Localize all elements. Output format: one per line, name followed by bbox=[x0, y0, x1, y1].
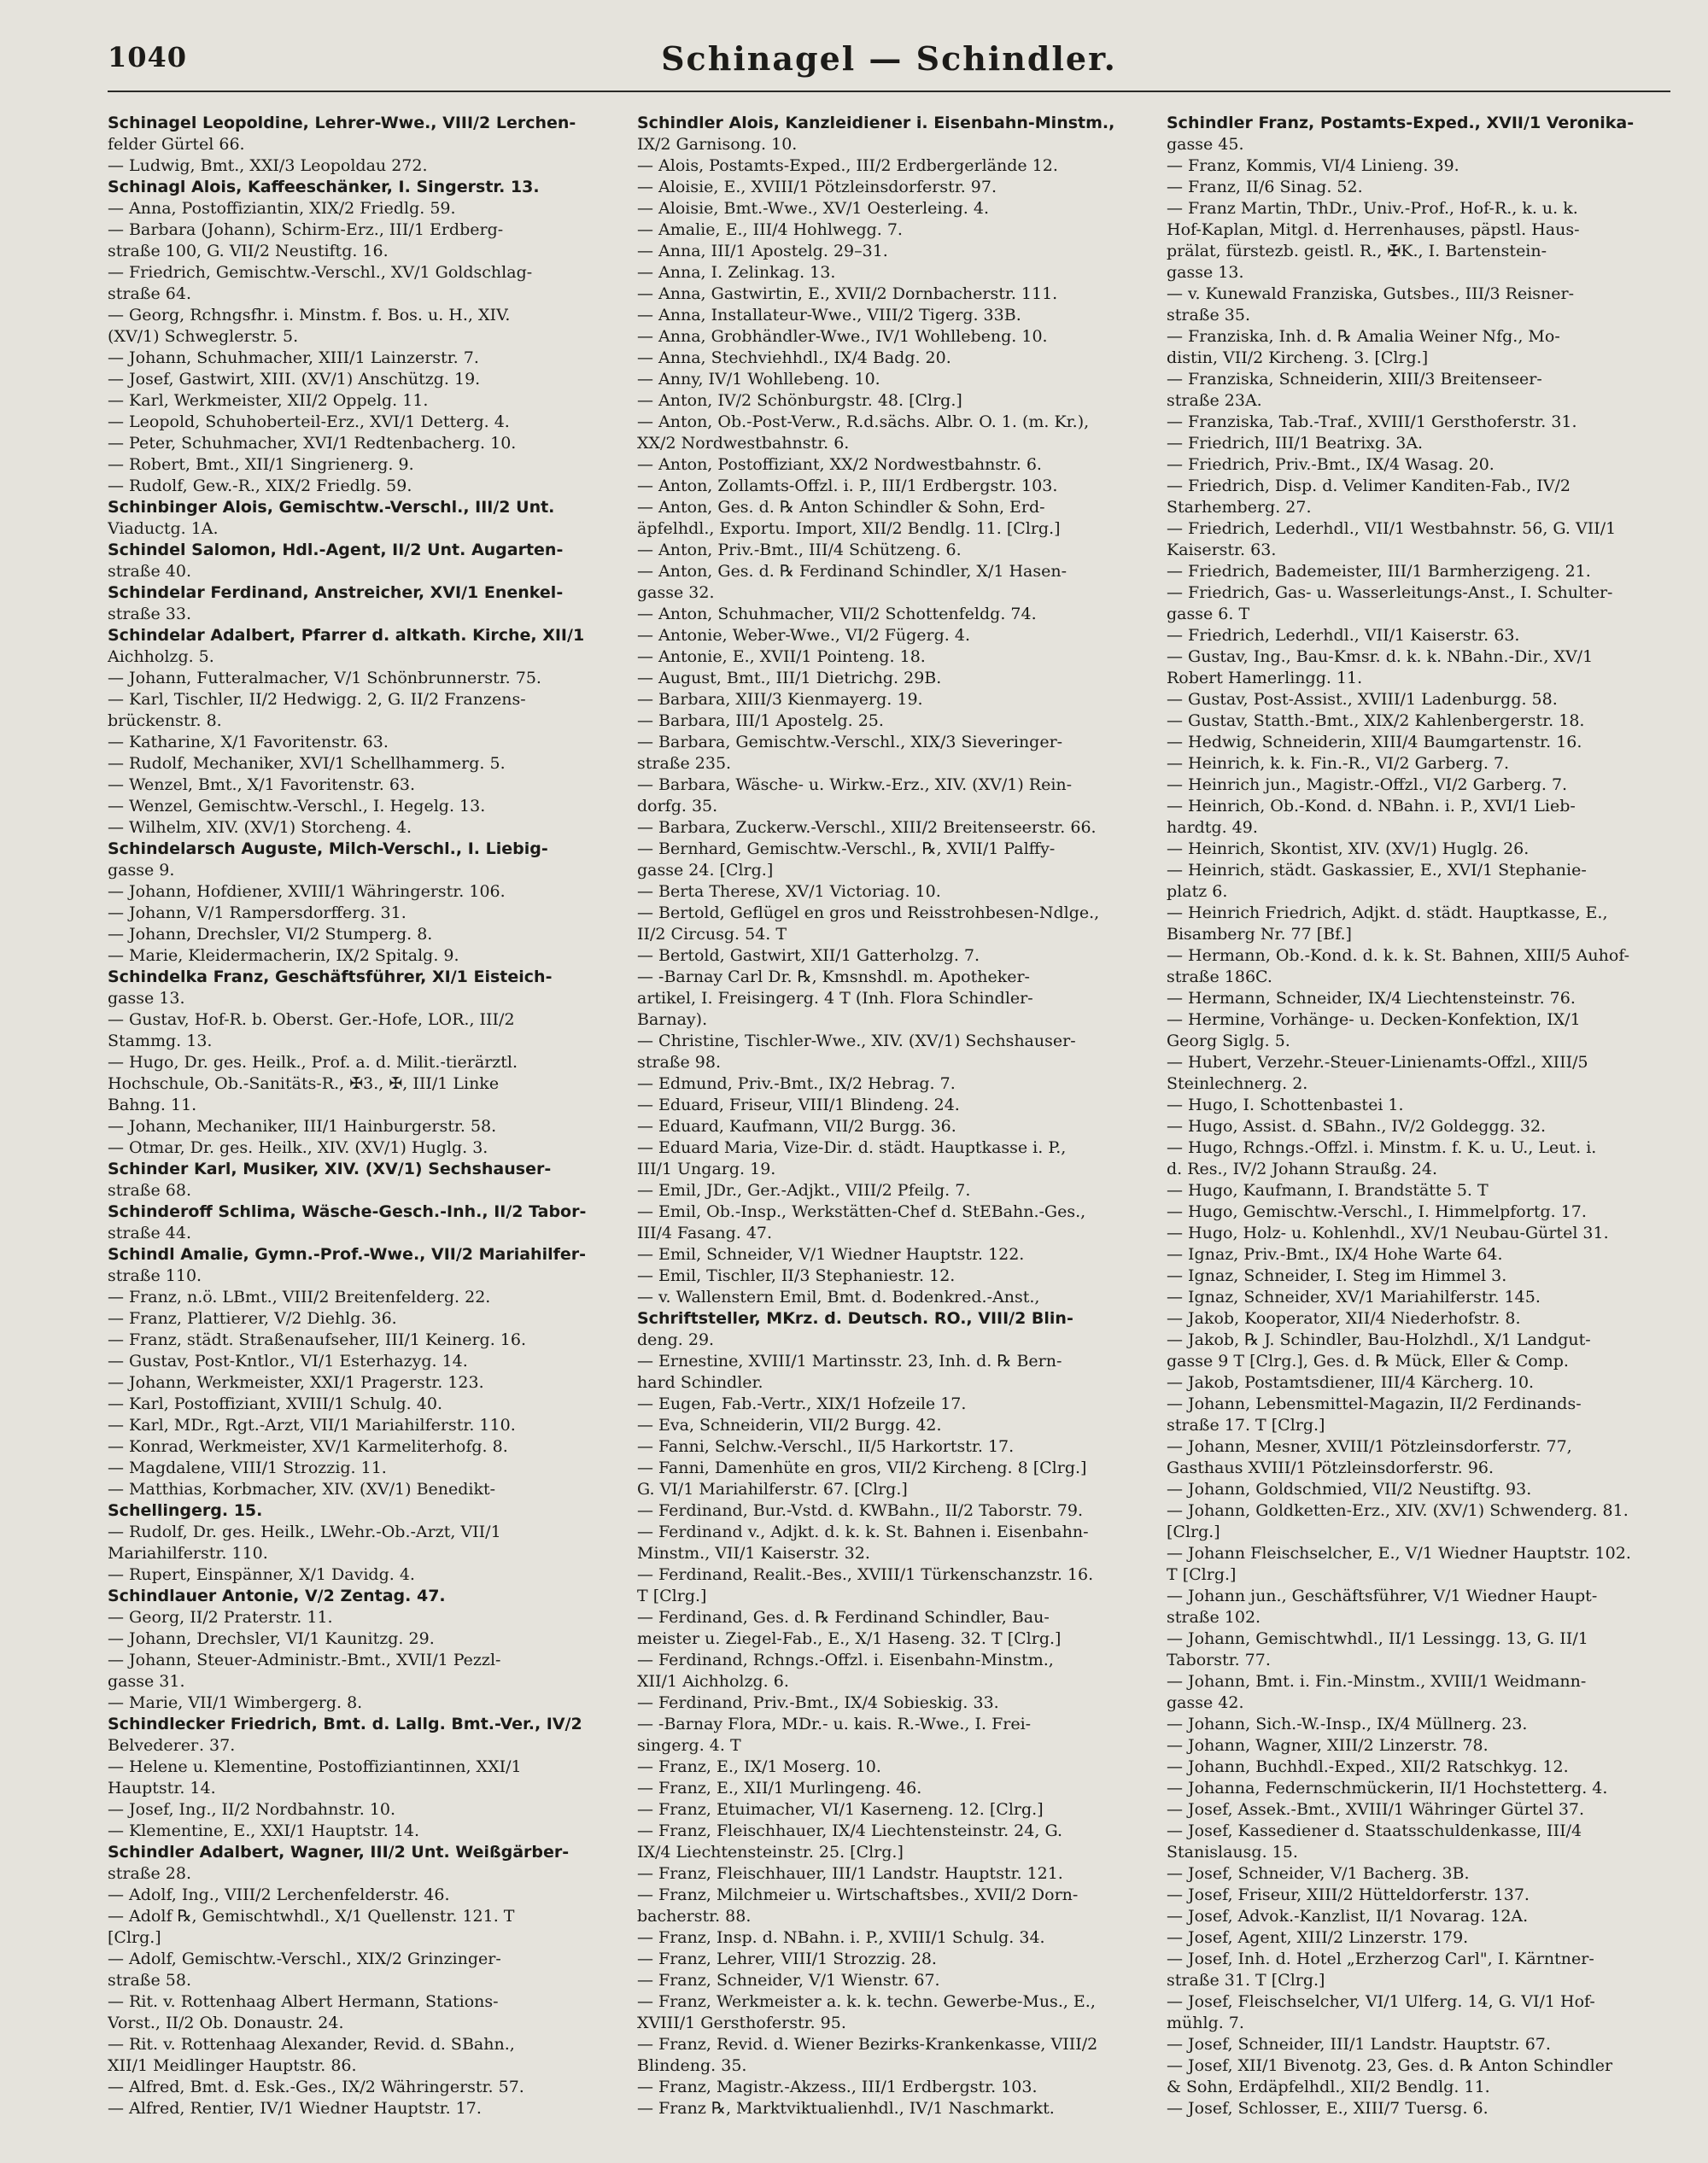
directory-entry-line: Schinder Karl, Musiker, XIV. (XV/1) Sechshauser- bbox=[108, 1160, 552, 1178]
directory-entry-line: — Franz, E., XII/1 Murlingeng. 46. bbox=[637, 1779, 922, 1798]
directory-entry-line: — Rit. v. Rottenhaag Albert Hermann, Stations- bbox=[108, 1992, 499, 2011]
directory-entry-line: — Josef, Agent, XIII/2 Linzerstr. 179. bbox=[1167, 1928, 1469, 1947]
directory-entry-line: — Franz, E., IX/1 Moserg. 10. bbox=[637, 1757, 881, 1776]
directory-entry-line: — Josef, Schneider, V/1 Bacherg. 3B. bbox=[1167, 1864, 1470, 1883]
directory-entry-line: [Clrg.] bbox=[1167, 1523, 1220, 1541]
directory-entry-line: — Franz, Schneider, V/1 Wienstr. 67. bbox=[637, 1971, 940, 1990]
directory-entry-line: straße 28. bbox=[108, 1864, 191, 1883]
directory-entry-line: Georg Siglg. 5. bbox=[1167, 1032, 1290, 1050]
directory-entry-line: — Christine, Tischler-Wwe., XIV. (XV/1) Sechshauser- bbox=[637, 1032, 1076, 1050]
directory-entry-line: gasse 45. bbox=[1167, 135, 1244, 154]
directory-entry-line: singerg. 4. T bbox=[637, 1736, 741, 1755]
directory-entry-line: mühlg. 7. bbox=[1167, 2014, 1244, 2032]
directory-entry-line: — Aloisie, Bmt.-Wwe., XV/1 Oesterleing. 4. bbox=[637, 199, 990, 218]
directory-entry-line: felder Gürtel 66. bbox=[108, 135, 245, 154]
directory-entry-line: — Adolf ℞, Gemischtwhdl., X/1 Quellenstr. 121. T bbox=[108, 1907, 515, 1926]
directory-entry-line: — Johann jun., Geschäftsführer, V/1 Wiedner Haupt- bbox=[1167, 1587, 1598, 1605]
directory-entry-line: — Barbara, III/1 Apostelg. 25. bbox=[637, 711, 884, 730]
directory-entry-line: — Anna, Installateur-Wwe., VIII/2 Tigerg. 33B. bbox=[637, 306, 1021, 324]
directory-entry-line: XII/1 Aichholzg. 6. bbox=[637, 1672, 789, 1691]
directory-entry-line: — Anton, Ges. d. ℞ Ferdinand Schindler, X/1 Hasen- bbox=[637, 562, 1068, 581]
directory-entry-line: — Anna, Grobhändler-Wwe., IV/1 Wohllebeng. 10. bbox=[637, 327, 1048, 346]
page-number: 1040 bbox=[108, 41, 188, 73]
directory-entry-line: — Wenzel, Gemischtw.-Verschl., I. Hegelg. 13. bbox=[108, 797, 486, 816]
directory-entry-line: — Jakob, Postamtsdiener, III/4 Kärcherg. 10. bbox=[1167, 1373, 1535, 1392]
directory-entry-line: — Anton, Priv.-Bmt., III/4 Schützeng. 6. bbox=[637, 541, 962, 559]
directory-entry-line: — Franz, Milchmeier u. Wirtschaftsbes., XVII/2 Dorn- bbox=[637, 1885, 1079, 1904]
directory-entry-line: meister u. Ziegel-Fab., E., X/1 Haseng. 32. T [Clrg.] bbox=[637, 1629, 1062, 1648]
directory-entry-line: — Franz, Fleischhauer, IX/4 Liechtensteinstr. 24, G. bbox=[637, 1821, 1062, 1840]
directory-entry-line: — Anna, Gastwirtin, E., XVII/2 Dornbacherstr. 111. bbox=[637, 284, 1058, 303]
directory-entry-line: straße 102. bbox=[1167, 1608, 1261, 1627]
directory-entry-line: — Heinrich jun., Magistr.-Offzl., VI/2 Garberg. 7. bbox=[1167, 775, 1568, 794]
directory-entry-line: d. Res., IV/2 Johann Straußg. 24. bbox=[1167, 1160, 1437, 1178]
directory-entry-line: äpfelhdl., Exportu. Import, XII/2 Bendlg. 11. [Clrg.] bbox=[637, 519, 1061, 538]
directory-entry-line: — Franziska, Inh. d. ℞ Amalia Weiner Nfg., Mo- bbox=[1167, 327, 1560, 346]
directory-entry-line: Schellingerg. 15. bbox=[108, 1501, 263, 1520]
directory-entry-line: — Ferdinand, Bur.-Vstd. d. KWBahn., II/2 Taborstr. 79. bbox=[637, 1501, 1084, 1520]
directory-entry-line: Schinagl Alois, Kaffeeschänker, I. Singerstr. 13. bbox=[108, 178, 540, 196]
directory-entry-line: — Helene u. Klementine, Postoffiziantinnen, XXI/1 bbox=[108, 1757, 522, 1776]
directory-entry-line: hardtg. 49. bbox=[1167, 818, 1258, 837]
directory-entry-line: — Magdalene, VIII/1 Strozzig. 11. bbox=[108, 1459, 387, 1477]
directory-entry-line: gasse 13. bbox=[108, 989, 185, 1008]
directory-entry-line: T [Clrg.] bbox=[637, 1587, 707, 1605]
directory-entry-line: gasse 24. [Clrg.] bbox=[637, 861, 774, 880]
directory-entry-line: II/2 Circusg. 54. T bbox=[637, 925, 787, 944]
directory-entry-line: — Gustav, Hof-R. b. Oberst. Ger.-Hofe, LOR., III/2 bbox=[108, 1010, 515, 1029]
directory-entry-line: — Anton, IV/2 Schönburgstr. 48. [Clrg.] bbox=[637, 391, 962, 410]
directory-entry-line: — Anna, III/1 Apostelg. 29–31. bbox=[637, 242, 888, 260]
entry-columns bbox=[108, 113, 1670, 2119]
directory-entry-line: — Antonie, E., XVII/1 Pointeng. 18. bbox=[637, 647, 926, 666]
directory-entry-line: — Aloisie, E., XVIII/1 Pötzleinsdorferstr. 97. bbox=[637, 178, 997, 196]
directory-entry-line: — Friedrich, Gas- u. Wasserleitungs-Anst., I. Schulter- bbox=[1167, 583, 1613, 602]
directory-entry-line: — Anton, Ges. d. ℞ Anton Schindler & Sohn, Erd- bbox=[637, 498, 1045, 517]
directory-entry-line: — Rudolf, Gew.-R., XIX/2 Friedlg. 59. bbox=[108, 476, 412, 495]
directory-entry-line: — Anna, Postoffiziantin, XIX/2 Friedlg. 59. bbox=[108, 199, 456, 218]
directory-entry-line: — Barbara, Zuckerw.-Verschl., XIII/2 Breitenseerstr. 66. bbox=[637, 818, 1097, 837]
directory-entry-line: — Anna, Stechviehhdl., IX/4 Badg. 20. bbox=[637, 348, 951, 367]
directory-entry-line: — Wenzel, Bmt., X/1 Favoritenstr. 63. bbox=[108, 775, 416, 794]
directory-entry-line: — Franz, II/6 Sinag. 52. bbox=[1167, 178, 1363, 196]
directory-entry-line: — Hugo, Holz- u. Kohlenhdl., XV/1 Neubau-Gürtel 31. bbox=[1167, 1224, 1609, 1242]
directory-entry-line: Bahng. 11. bbox=[108, 1096, 197, 1114]
directory-entry-line: — Jakob, ℞ J. Schindler, Bau-Holzhdl., X/1 Landgut- bbox=[1167, 1330, 1591, 1349]
directory-entry-line: deng. 29. bbox=[637, 1330, 715, 1349]
directory-entry-line: III/1 Ungarg. 19. bbox=[637, 1160, 776, 1178]
directory-entry-line: — Hugo, Assist. d. SBahn., IV/2 Goldeggg. 32. bbox=[1167, 1117, 1547, 1136]
directory-entry-line: — Josef, Schneider, III/1 Landstr. Hauptstr. 67. bbox=[1167, 2035, 1551, 2054]
directory-entry-line: — Klementine, E., XXI/1 Hauptstr. 14. bbox=[108, 1821, 420, 1840]
directory-entry-line: — Heinrich Friedrich, Adjkt. d. städt. Hauptkasse, E., bbox=[1167, 903, 1608, 922]
directory-entry-line: straße 31. T [Clrg.] bbox=[1167, 1971, 1325, 1990]
directory-entry-line: — Bertold, Gastwirt, XII/1 Gatterholzg. 7. bbox=[637, 946, 980, 965]
directory-entry-line: gasse 13. bbox=[1167, 263, 1244, 282]
directory-entry-line: — Johann, Futteralmacher, V/1 Schönbrunnerstr. 75. bbox=[108, 669, 541, 687]
directory-entry-line: — Rudolf, Mechaniker, XVI/1 Schellhammerg. 5. bbox=[108, 754, 506, 773]
directory-entry-line: III/4 Fasang. 47. bbox=[637, 1224, 773, 1242]
directory-entry-line: Robert Hamerlingg. 11. bbox=[1167, 669, 1363, 687]
directory-entry-line: — Franz, Plattierer, V/2 Diehlg. 36. bbox=[108, 1309, 397, 1328]
directory-entry-line: brückenstr. 8. bbox=[108, 711, 222, 730]
directory-entry-line: — Ludwig, Bmt., XXI/3 Leopoldau 272. bbox=[108, 156, 428, 175]
directory-entry-line: — Franz, Revid. d. Wiener Bezirks-Krankenkasse, VIII/2 bbox=[637, 2035, 1098, 2054]
directory-entry-line: — Johann, Wagner, XIII/2 Linzerstr. 78. bbox=[1167, 1736, 1489, 1755]
directory-entry-line: — Karl, MDr., Rgt.-Arzt, VII/1 Mariahilferstr. 110. bbox=[108, 1416, 516, 1435]
directory-entry-line: Schindelka Franz, Geschäftsführer, XI/1 Eisteich- bbox=[108, 968, 553, 986]
directory-entry-line: Schindelar Ferdinand, Anstreicher, XVI/1 Enenkel- bbox=[108, 583, 564, 602]
directory-entry-line: — Hubert, Verzehr.-Steuer-Linienamts-Offzl., XIII/5 bbox=[1167, 1053, 1588, 1072]
directory-entry-line: Belvederег. 37. bbox=[108, 1736, 236, 1755]
directory-entry-line: — Ernestine, XVIII/1 Martinsstr. 23, Inh. d. ℞ Bern- bbox=[637, 1352, 1062, 1371]
directory-entry-line: Schinagel Leopoldine, Lehrer-Wwe., VIII/2 Lerchen- bbox=[108, 114, 576, 132]
directory-entry-line: — Gustav, Post-Assist., XVIII/1 Ladenburgg. 58. bbox=[1167, 690, 1558, 709]
directory-entry-line: — Anton, Postoffiziant, XX/2 Nordwestbahnstr. 6. bbox=[637, 455, 1042, 474]
directory-entry-line: — Barbara, Gemischtw.-Verschl., XIX/3 Sieveringer- bbox=[637, 733, 1063, 751]
directory-entry-line: Schindel Salomon, Hdl.-Agent, II/2 Unt. Augarten- bbox=[108, 541, 564, 559]
directory-entry-line: — Karl, Werkmeister, XII/2 Oppelg. 11. bbox=[108, 391, 429, 410]
directory-entry-line: — Karl, Postoffiziant, XVIII/1 Schulg. 40. bbox=[108, 1394, 442, 1413]
directory-entry-line: — Barbara, Wäsche- u. Wirkw.-Erz., XIV. (XV/1) Rein- bbox=[637, 775, 1073, 794]
directory-entry-line: — Amalie, E., III/4 Hohlwegg. 7. bbox=[637, 220, 903, 239]
directory-entry-line: Schindlauer Antonie, V/2 Zentag. 47. bbox=[108, 1587, 446, 1605]
column-left bbox=[108, 113, 611, 2119]
directory-entry-line: — Ferdinand, Realit.-Bes., XVIII/1 Türkenschanzstr. 16. bbox=[637, 1565, 1094, 1584]
directory-entry-line: — Adolf, Gemischtw.-Verschl., XIX/2 Grinzinger- bbox=[108, 1950, 501, 1968]
directory-entry-line: — Ignaz, Schneider, I. Steg im Himmel 3. bbox=[1167, 1266, 1507, 1285]
directory-entry-line: — Johann, Bmt. i. Fin.-Minstm., XVIII/1 Weidmann- bbox=[1167, 1672, 1587, 1691]
directory-entry-line: dorfg. 35. bbox=[637, 797, 718, 816]
directory-entry-line: — Johann, Steuer-Administr.-Bmt., XVII/1 Pezzl- bbox=[108, 1651, 501, 1669]
directory-entry-line: — Josef, XII/1 Bivenotg. 23, Ges. d. ℞ Anton Schindler bbox=[1167, 2056, 1613, 2075]
directory-entry-line: Schindelarsch Auguste, Milch-Verschl., I. Liebig- bbox=[108, 839, 548, 858]
directory-entry-line: straße 186C. bbox=[1167, 968, 1272, 986]
directory-entry-line: — Franz, Magistr.-Akzess., III/1 Erdbergstr. 103. bbox=[637, 2078, 1038, 2096]
directory-entry-line: — Hugo, Gemischtw.-Verschl., I. Himmelpfortg. 17. bbox=[1167, 1202, 1587, 1221]
directory-entry-line: — Leopold, Schuhoberteil-Erz., XVI/1 Detterg. 4. bbox=[108, 412, 510, 431]
directory-entry-line: — v. Wallenstern Emil, Bmt. d. Bodenkred.-Anst., bbox=[637, 1288, 1040, 1307]
directory-entry-line: — Franziska, Tab.-Traf., XVIII/1 Gersthoferstr. 31. bbox=[1167, 412, 1577, 431]
directory-entry-line: — Anton, Zollamts-Offzl. i. P., III/1 Erdbergstr. 103. bbox=[637, 476, 1058, 495]
directory-entry-line: — Hugo, Kaufmann, I. Brandstätte 5. T bbox=[1167, 1181, 1489, 1200]
directory-entry-line: — Johann, Mechaniker, III/1 Hainburgerstr. 58. bbox=[108, 1117, 497, 1136]
directory-entry-line: — Heinrich, Ob.-Kond. d. NBahn. i. P., XVI/1 Lieb- bbox=[1167, 797, 1576, 816]
directory-entry-line: — Antonie, Weber-Wwe., VI/2 Fügerg. 4. bbox=[637, 626, 970, 645]
directory-entry-line: — Josef, Gastwirt, XIII. (XV/1) Anschützg. 19. bbox=[108, 370, 481, 389]
directory-entry-line: (XV/1) Schweglerstr. 5. bbox=[108, 327, 299, 346]
directory-entry-line: Blindeng. 35. bbox=[637, 2056, 747, 2075]
directory-entry-line: — Marie, Kleidermacherin, IX/2 Spitalg. 9. bbox=[108, 946, 459, 965]
directory-entry-line: Kaiserstr. 63. bbox=[1167, 541, 1277, 559]
directory-entry-line: — Franz Martin, ThDr., Univ.-Prof., Hof-R., k. u. k. bbox=[1167, 199, 1578, 218]
directory-entry-line: straße 100, G. VII/2 Neustiftg. 16. bbox=[108, 242, 389, 260]
directory-entry-line: Schinderoff Schlima, Wäsche-Gesch.-Inh., II/2 Tabor- bbox=[108, 1202, 587, 1221]
directory-entry-line: — Barbara, XIII/3 Kienmayerg. 19. bbox=[637, 690, 923, 709]
directory-entry-line: — Bertold, Geflügel en gros und Reisstrohbesen-Ndlge., bbox=[637, 903, 1100, 922]
directory-entry-line: — Heinrich, Skontist, XIV. (XV/1) Huglg. 26. bbox=[1167, 839, 1530, 858]
directory-entry-line: — Ferdinand, Priv.-Bmt., IX/4 Sobieskig. 33. bbox=[637, 1693, 999, 1712]
directory-entry-line: — Eduard, Kaufmann, VII/2 Burgg. 36. bbox=[637, 1117, 956, 1136]
directory-entry-line: gasse 9. bbox=[108, 861, 175, 880]
directory-entry-line: gasse 31. bbox=[108, 1672, 185, 1691]
directory-entry-line: — Johann, Buchhdl.-Exped., XII/2 Ratschkyg. 12. bbox=[1167, 1757, 1569, 1776]
directory-entry-line: straße 64. bbox=[108, 284, 191, 303]
directory-entry-line: distin, VII/2 Kircheng. 3. [Clrg.] bbox=[1167, 348, 1429, 367]
directory-entry-line: Schindl Amalie, Gymn.-Prof.-Wwe., VII/2 Mariahilfer- bbox=[108, 1245, 586, 1264]
directory-entry-line: — Franz, Etuimacher, VI/1 Kaserneng. 12. [Clrg.] bbox=[637, 1800, 1044, 1819]
directory-entry-line: — Josef, Advok.-Kanzlist, II/1 Novarag. 12A. bbox=[1167, 1907, 1529, 1926]
directory-entry-line: — Hermann, Ob.-Kond. d. k. k. St. Bahnen, XIII/5 Auhof- bbox=[1167, 946, 1630, 965]
column-right bbox=[1167, 113, 1670, 2119]
directory-entry-line: — Eva, Schneiderin, VII/2 Burgg. 42. bbox=[637, 1416, 942, 1435]
directory-entry-line: — Johann, Goldschmied, VII/2 Neustiftg. 93. bbox=[1167, 1480, 1532, 1499]
directory-entry-line: — Marie, VII/1 Wimbergerg. 8. bbox=[108, 1693, 363, 1712]
directory-entry-line: IX/4 Liechtensteinstr. 25. [Clrg.] bbox=[637, 1843, 904, 1862]
directory-entry-line: Schindler Franz, Postamts-Exped., XVII/1 Veronika- bbox=[1167, 114, 1635, 132]
directory-entry-line: — Franz, Kommis, VI/4 Linieng. 39. bbox=[1167, 156, 1459, 175]
directory-entry-line: — Heinrich, städt. Gaskassier, E., XVI/1 Stephanie- bbox=[1167, 861, 1587, 880]
directory-entry-line: — Franz ℞, Marktviktualienhdl., IV/1 Naschmarkt. bbox=[637, 2099, 1055, 2118]
directory-entry-line: — Friedrich, Priv.-Bmt., IX/4 Wasag. 20. bbox=[1167, 455, 1494, 474]
directory-entry-line: — v. Kunewald Franziska, Gutsbes., III/3 Reisner- bbox=[1167, 284, 1575, 303]
directory-entry-line: Bisamberg Nr. 77 [Bf.] bbox=[1167, 925, 1352, 944]
directory-entry-line: T [Clrg.] bbox=[1167, 1565, 1237, 1584]
directory-entry-line: — Johann, Mesner, XVIII/1 Pötzleinsdorferstr. 77, bbox=[1167, 1437, 1572, 1456]
directory-entry-line: Schriftsteller, MKrz. d. Deutsch. RO., VIII/2 Blin- bbox=[637, 1309, 1073, 1328]
directory-entry-line: straße 68. bbox=[108, 1181, 191, 1200]
directory-entry-line: — Robert, Bmt., XII/1 Singrienerg. 9. bbox=[108, 455, 414, 474]
directory-entry-line: — Josef, Kassediener d. Staatsschuldenkasse, III/4 bbox=[1167, 1821, 1582, 1840]
directory-entry-line: — Johann, Lebensmittel-Magazin, II/2 Ferdinands- bbox=[1167, 1394, 1582, 1413]
directory-entry-line: Gasthaus XVIII/1 Pötzleinsdorferstr. 96. bbox=[1167, 1459, 1494, 1477]
directory-entry-line: straße 33. bbox=[108, 605, 191, 623]
directory-entry-line: Aichholzg. 5. bbox=[108, 647, 214, 666]
directory-entry-line: artikel, I. Freisingerg. 4 T (Inh. Flora Schindler- bbox=[637, 989, 1033, 1008]
directory-entry-line: — Hedwig, Schneiderin, XIII/4 Baumgartenstr. 16. bbox=[1167, 733, 1582, 751]
directory-entry-line: Schindlecker Friedrich, Bmt. d. Lallg. Bmt.-Ver., IV/2 bbox=[108, 1715, 582, 1733]
directory-entry-line: — Johann, Drechsler, VI/1 Kaunitzg. 29. bbox=[108, 1629, 435, 1648]
directory-entry-line: — Johanna, Federnschmückerin, II/1 Hochstetterg. 4. bbox=[1167, 1779, 1608, 1798]
directory-entry-line: — Alois, Postamts-Exped., III/2 Erdbergerlände 12. bbox=[637, 156, 1058, 175]
directory-entry-line: — Emil, Schneider, V/1 Wiedner Hauptstr. 122. bbox=[637, 1245, 1025, 1264]
directory-entry-line: gasse 32. bbox=[637, 583, 715, 602]
directory-entry-line: Stanislausg. 15. bbox=[1167, 1843, 1298, 1862]
directory-entry-line: — -Barnay Flora, MDr.- u. kais. R.-Wwe., I. Frei- bbox=[637, 1715, 1032, 1733]
directory-entry-line: — Hermine, Vorhänge- u. Decken-Konfektion, IX/1 bbox=[1167, 1010, 1581, 1029]
directory-entry-line: — Rit. v. Rottenhaag Alexander, Revid. d. SBahn., bbox=[108, 2035, 515, 2054]
directory-entry-line: — Georg, Rchngsfhr. i. Minstm. f. Bos. u. H., XIV. bbox=[108, 306, 511, 324]
directory-entry-line: Minstm., VII/1 Kaiserstr. 32. bbox=[637, 1544, 870, 1563]
directory-entry-line: — Johann, Gemischtwhdl., II/1 Lessingg. 13, G. II/1 bbox=[1167, 1629, 1588, 1648]
directory-entry-line: — Ferdinand v., Adjkt. d. k. k. St. Bahnen i. Eisenbahn- bbox=[637, 1523, 1089, 1541]
directory-entry-line: — Emil, JDr., Ger.-Adjkt., VIII/2 Pfeilg. 7. bbox=[637, 1181, 971, 1200]
directory-entry-line: — Josef, Assek.-Bmt., XVIII/1 Währinger Gürtel 37. bbox=[1167, 1800, 1585, 1819]
directory-entry-line: — Hugo, Dr. ges. Heilk., Prof. a. d. Milit.-tierärztl. bbox=[108, 1053, 518, 1072]
directory-entry-line: straße 110. bbox=[108, 1266, 202, 1285]
directory-entry-line: — Johann, Werkmeister, XXI/1 Pragerstr. 123. bbox=[108, 1373, 484, 1392]
directory-entry-line: — Rudolf, Dr. ges. Heilk., LWehr.-Ob.-Arzt, VII/1 bbox=[108, 1523, 501, 1541]
directory-entry-line: — Johann, Goldketten-Erz., XIV. (XV/1) Schwenderg. 81. bbox=[1167, 1501, 1629, 1520]
directory-entry-line: — Johann, Sich.-W.-Insp., IX/4 Müllnerg. 23. bbox=[1167, 1715, 1528, 1733]
directory-entry-line: — Josef, Inh. d. Hotel „Erzherzog Carl", I. Kärntner- bbox=[1167, 1950, 1594, 1968]
directory-entry-line: — Johann, Drechsler, VI/2 Stumperg. 8. bbox=[108, 925, 433, 944]
directory-entry-line: — Josef, Friseur, XIII/2 Hütteldorferstr. 137. bbox=[1167, 1885, 1530, 1904]
directory-entry-line: straße 98. bbox=[637, 1053, 721, 1072]
directory-entry-line: prälat, fürstezb. geistl. R., ✠K., I. Bartenstein- bbox=[1167, 242, 1547, 260]
directory-entry-line: Stammg. 13. bbox=[108, 1032, 213, 1050]
directory-entry-line: — Peter, Schuhmacher, XVI/1 Redtenbacherg. 10. bbox=[108, 434, 517, 453]
directory-entry-line: — Heinrich, k. k. Fin.-R., VI/2 Garberg. 7. bbox=[1167, 754, 1510, 773]
directory-entry-line: — Ignaz, Schneider, XV/1 Mariahilferstr. 145. bbox=[1167, 1288, 1541, 1307]
directory-entry-line: — Hugo, I. Schottenbastei 1. bbox=[1167, 1096, 1404, 1114]
directory-entry-line: Schindler Adalbert, Wagner, III/2 Unt. Weißgärber- bbox=[108, 1843, 570, 1862]
directory-entry-line: — Wilhelm, XIV. (XV/1) Storcheng. 4. bbox=[108, 818, 412, 837]
directory-entry-line: XVIII/1 Gersthoferstr. 95. bbox=[637, 2014, 846, 2032]
directory-entry-line: — Alfred, Bmt. d. Esk.-Ges., IX/2 Währingerstr. 57. bbox=[108, 2078, 524, 2096]
directory-entry-line: — Johann Fleischselcher, E., V/1 Wiedner Hauptstr. 102. bbox=[1167, 1544, 1631, 1563]
directory-entry-line: Schindler Alois, Kanzleidiener i. Eisenbahn-Minstm., bbox=[637, 114, 1115, 132]
directory-entry-line: — Anny, IV/1 Wohllebeng. 10. bbox=[637, 370, 880, 389]
directory-entry-line: — Alfred, Rentier, IV/1 Wiedner Hauptstr. 17. bbox=[108, 2099, 482, 2118]
directory-entry-line: — Karl, Tischler, II/2 Hedwigg. 2, G. II/2 Franzens- bbox=[108, 690, 526, 709]
directory-entry-line: — Franz, Lehrer, VIII/1 Strozzig. 28. bbox=[637, 1950, 937, 1968]
directory-entry-line: — Georg, II/2 Praterstr. 11. bbox=[108, 1608, 333, 1627]
directory-entry-line: platz 6. bbox=[1167, 882, 1228, 901]
running-title: Schinagel — Schindler. bbox=[661, 39, 1117, 78]
directory-entry-line: — Konrad, Werkmeister, XV/1 Karmeliterhofg. 8. bbox=[108, 1437, 508, 1456]
directory-entry-line: straße 58. bbox=[108, 1971, 191, 1990]
directory-entry-line: — Berta Therese, XV/1 Victoriag. 10. bbox=[637, 882, 941, 901]
directory-entry-line: Barnay). bbox=[637, 1010, 708, 1029]
directory-entry-line: — Jakob, Kooperator, XII/4 Niederhofstr. 8. bbox=[1167, 1309, 1521, 1328]
directory-entry-line: straße 35. bbox=[1167, 306, 1250, 324]
directory-entry-line: — Josef, Schlosser, E., XIII/7 Tuersg. 6. bbox=[1167, 2099, 1489, 2118]
directory-entry-line: — Franz, städt. Straßenaufseher, III/1 Keinerg. 16. bbox=[108, 1330, 527, 1349]
directory-entry-line: IX/2 Garnisong. 10. bbox=[637, 135, 798, 154]
directory-entry-line: Vorst., II/2 Ob. Donaustr. 24. bbox=[108, 2014, 344, 2032]
directory-entry-line: — Hugo, Rchngs.-Offzl. i. Minstm. f. K. u. U., Leut. i. bbox=[1167, 1138, 1597, 1157]
directory-entry-line: — Adolf, Ing., VIII/2 Lerchenfelderstr. 46. bbox=[108, 1885, 450, 1904]
directory-entry-line: straße 235. bbox=[637, 754, 732, 773]
directory-entry-line: — Gustav, Ing., Bau-Kmsr. d. k. k. NBahn.-Dir., XV/1 bbox=[1167, 647, 1594, 666]
directory-entry-line: — Friedrich, Disp. d. Velimer Kanditen-Fab., IV/2 bbox=[1167, 476, 1571, 495]
directory-entry-line: — Johann, Schuhmacher, XIII/1 Lainzerstr. 7. bbox=[108, 348, 479, 367]
directory-entry-line: — Fanni, Selchw.-Verschl., II/5 Harkortstr. 17. bbox=[637, 1437, 1015, 1456]
directory-entry-line: — Friedrich, Gemischtw.-Verschl., XV/1 Goldschlag- bbox=[108, 263, 533, 282]
directory-entry-line: — Johann, Hofdiener, XVIII/1 Währingerstr. 106. bbox=[108, 882, 506, 901]
directory-entry-line: — Anton, Ob.-Post-Verw., R.d.sächs. Albr. O. 1. (m. Kr.), bbox=[637, 412, 1090, 431]
directory-entry-line: Taborstr. 77. bbox=[1167, 1651, 1271, 1669]
directory-entry-line: — Eduard Maria, Vize-Dir. d. städt. Hauptkasse i. P., bbox=[637, 1138, 1067, 1157]
directory-entry-line: Mariahilferstr. 110. bbox=[108, 1544, 268, 1563]
directory-entry-line: — Franz, Insp. d. NBahn. i. P., XVIII/1 Schulg. 34. bbox=[637, 1928, 1045, 1947]
directory-entry-line: straße 23A. bbox=[1167, 391, 1262, 410]
directory-entry-line: G. VI/1 Mariahilferstr. 67. [Clrg.] bbox=[637, 1480, 908, 1499]
directory-entry-line: — Johann, V/1 Rampersdorfferg. 31. bbox=[108, 903, 407, 922]
directory-entry-line: — Friedrich, Lederhdl., VII/1 Kaiserstr. 63. bbox=[1167, 626, 1520, 645]
directory-entry-line: — Barbara (Johann), Schirm-Erz., III/1 Erdberg- bbox=[108, 220, 504, 239]
directory-entry-line: — Josef, Ing., II/2 Nordbahnstr. 10. bbox=[108, 1800, 396, 1819]
directory-entry-line: — Friedrich, Bademeister, III/1 Barmherzigeng. 21. bbox=[1167, 562, 1591, 581]
directory-entry-line: — Ferdinand, Ges. d. ℞ Ferdinand Schindler, Bau- bbox=[637, 1608, 1050, 1627]
directory-entry-line: gasse 42. bbox=[1167, 1693, 1244, 1712]
directory-entry-line: — Eugen, Fab.-Vertr., XIX/1 Hofzeile 17. bbox=[637, 1394, 967, 1413]
directory-entry-line: — Franziska, Schneiderin, XIII/3 Breitenseer- bbox=[1167, 370, 1542, 389]
directory-entry-line: Starhemberg. 27. bbox=[1167, 498, 1312, 517]
directory-entry-line: — Edmund, Priv.-Bmt., IX/2 Hebrag. 7. bbox=[637, 1074, 956, 1093]
directory-entry-line: — Franz, n.ö. LBmt., VIII/2 Breitenfelderg. 22. bbox=[108, 1288, 491, 1307]
directory-entry-line: — Gustav, Statth.-Bmt., XIX/2 Kahlenbergerstr. 18. bbox=[1167, 711, 1585, 730]
directory-entry-line: — Emil, Ob.-Insp., Werkstätten-Chef d. StEBahn.-Ges., bbox=[637, 1202, 1086, 1221]
column-middle bbox=[637, 113, 1141, 2119]
directory-entry-line: — Eduard, Friseur, VIII/1 Blindeng. 24. bbox=[637, 1096, 960, 1114]
directory-entry-line: — Katharine, X/1 Favoritenstr. 63. bbox=[108, 733, 389, 751]
directory-entry-line: XII/1 Meidlinger Hauptstr. 86. bbox=[108, 2056, 357, 2075]
directory-entry-line: — Franz, Fleischhauer, III/1 Landstr. Hauptstr. 121. bbox=[637, 1864, 1063, 1883]
page-header bbox=[108, 34, 1670, 92]
directory-entry-line: Schinbinger Alois, Gemischtw.-Verschl., III/2 Unt. bbox=[108, 498, 555, 517]
directory-entry-line: & Sohn, Erdäpfelhdl., XII/2 Bendlg. 11. bbox=[1167, 2078, 1490, 2096]
directory-entry-line: — August, Bmt., III/1 Dietrichg. 29B. bbox=[637, 669, 942, 687]
directory-entry-line: straße 17. T [Clrg.] bbox=[1167, 1416, 1325, 1435]
directory-entry-line: XX/2 Nordwestbahnstr. 6. bbox=[637, 434, 850, 453]
directory-entry-line: gasse 6. T bbox=[1167, 605, 1250, 623]
directory-entry-line: straße 40. bbox=[108, 562, 191, 581]
directory-entry-line: straße 44. bbox=[108, 1224, 191, 1242]
directory-entry-line: Hochschule, Ob.-Sanitäts-R., ✠3., ✠, III/1 Linke bbox=[108, 1074, 500, 1093]
directory-entry-line: — Ferdinand, Rchngs.-Offzl. i. Eisenbahn-Minstm., bbox=[637, 1651, 1054, 1669]
directory-entry-line: — Rupert, Einspänner, X/1 Davidg. 4. bbox=[108, 1565, 415, 1584]
directory-entry-line: Viaductg. 1A. bbox=[108, 519, 219, 538]
directory-entry-line: — Friedrich, III/1 Beatrixg. 3A. bbox=[1167, 434, 1424, 453]
directory-entry-line: gasse 9 T [Clrg.], Ges. d. ℞ Mück, Eller & Comp. bbox=[1167, 1352, 1569, 1371]
directory-entry-line: — Ignaz, Priv.-Bmt., IX/4 Hohe Warte 64. bbox=[1167, 1245, 1503, 1264]
directory-entry-line: — Emil, Tischler, II/3 Stephaniestr. 12. bbox=[637, 1266, 956, 1285]
directory-entry-line: Steinlechnerg. 2. bbox=[1167, 1074, 1308, 1093]
directory-entry-line: Hauptstr. 14. bbox=[108, 1779, 216, 1798]
directory-entry-line: Hof-Kaplan, Mitgl. d. Herrenhauses, päpstl. Haus- bbox=[1167, 220, 1580, 239]
directory-entry-line: — Otmar, Dr. ges. Heilk., XIV. (XV/1) Huglg. 3. bbox=[108, 1138, 488, 1157]
directory-entry-line: — Anton, Schuhmacher, VII/2 Schottenfeldg. 74. bbox=[637, 605, 1037, 623]
directory-entry-line: Schindelar Adalbert, Pfarrer d. altkath. Kirche, XII/1 bbox=[108, 626, 585, 645]
directory-entry-line: — Franz, Werkmeister a. k. k. techn. Gewerbe-Mus., E., bbox=[637, 1992, 1096, 2011]
directory-entry-line: [Clrg.] bbox=[108, 1928, 161, 1947]
directory-entry-line: — Friedrich, Lederhdl., VII/1 Westbahnstr. 56, G. VII/1 bbox=[1167, 519, 1617, 538]
directory-entry-line: — Hermann, Schneider, IX/4 Liechtensteinstr. 76. bbox=[1167, 989, 1576, 1008]
directory-entry-line: — Bernhard, Gemischtw.-Verschl., ℞, XVII/1 Palffy- bbox=[637, 839, 1056, 858]
directory-entry-line: — Matthias, Korbmacher, XIV. (XV/1) Benedikt- bbox=[108, 1480, 496, 1499]
directory-entry-line: — -Barnay Carl Dr. ℞, Kmsnshdl. m. Apotheker- bbox=[637, 968, 1030, 986]
directory-entry-line: — Fanni, Damenhüte en gros, VII/2 Kircheng. 8 [Clrg.] bbox=[637, 1459, 1087, 1477]
directory-entry-line: — Josef, Fleischselcher, VI/1 Ulferg. 14, G. VI/1 Hof- bbox=[1167, 1992, 1595, 2011]
directory-entry-line: — Gustav, Post-Kntlor., VI/1 Esterhazyg. 14. bbox=[108, 1352, 468, 1371]
directory-entry-line: hard Schindler. bbox=[637, 1373, 763, 1392]
directory-entry-line: bacherstr. 88. bbox=[637, 1907, 752, 1926]
directory-entry-line: — Anna, I. Zelinkag. 13. bbox=[637, 263, 836, 282]
